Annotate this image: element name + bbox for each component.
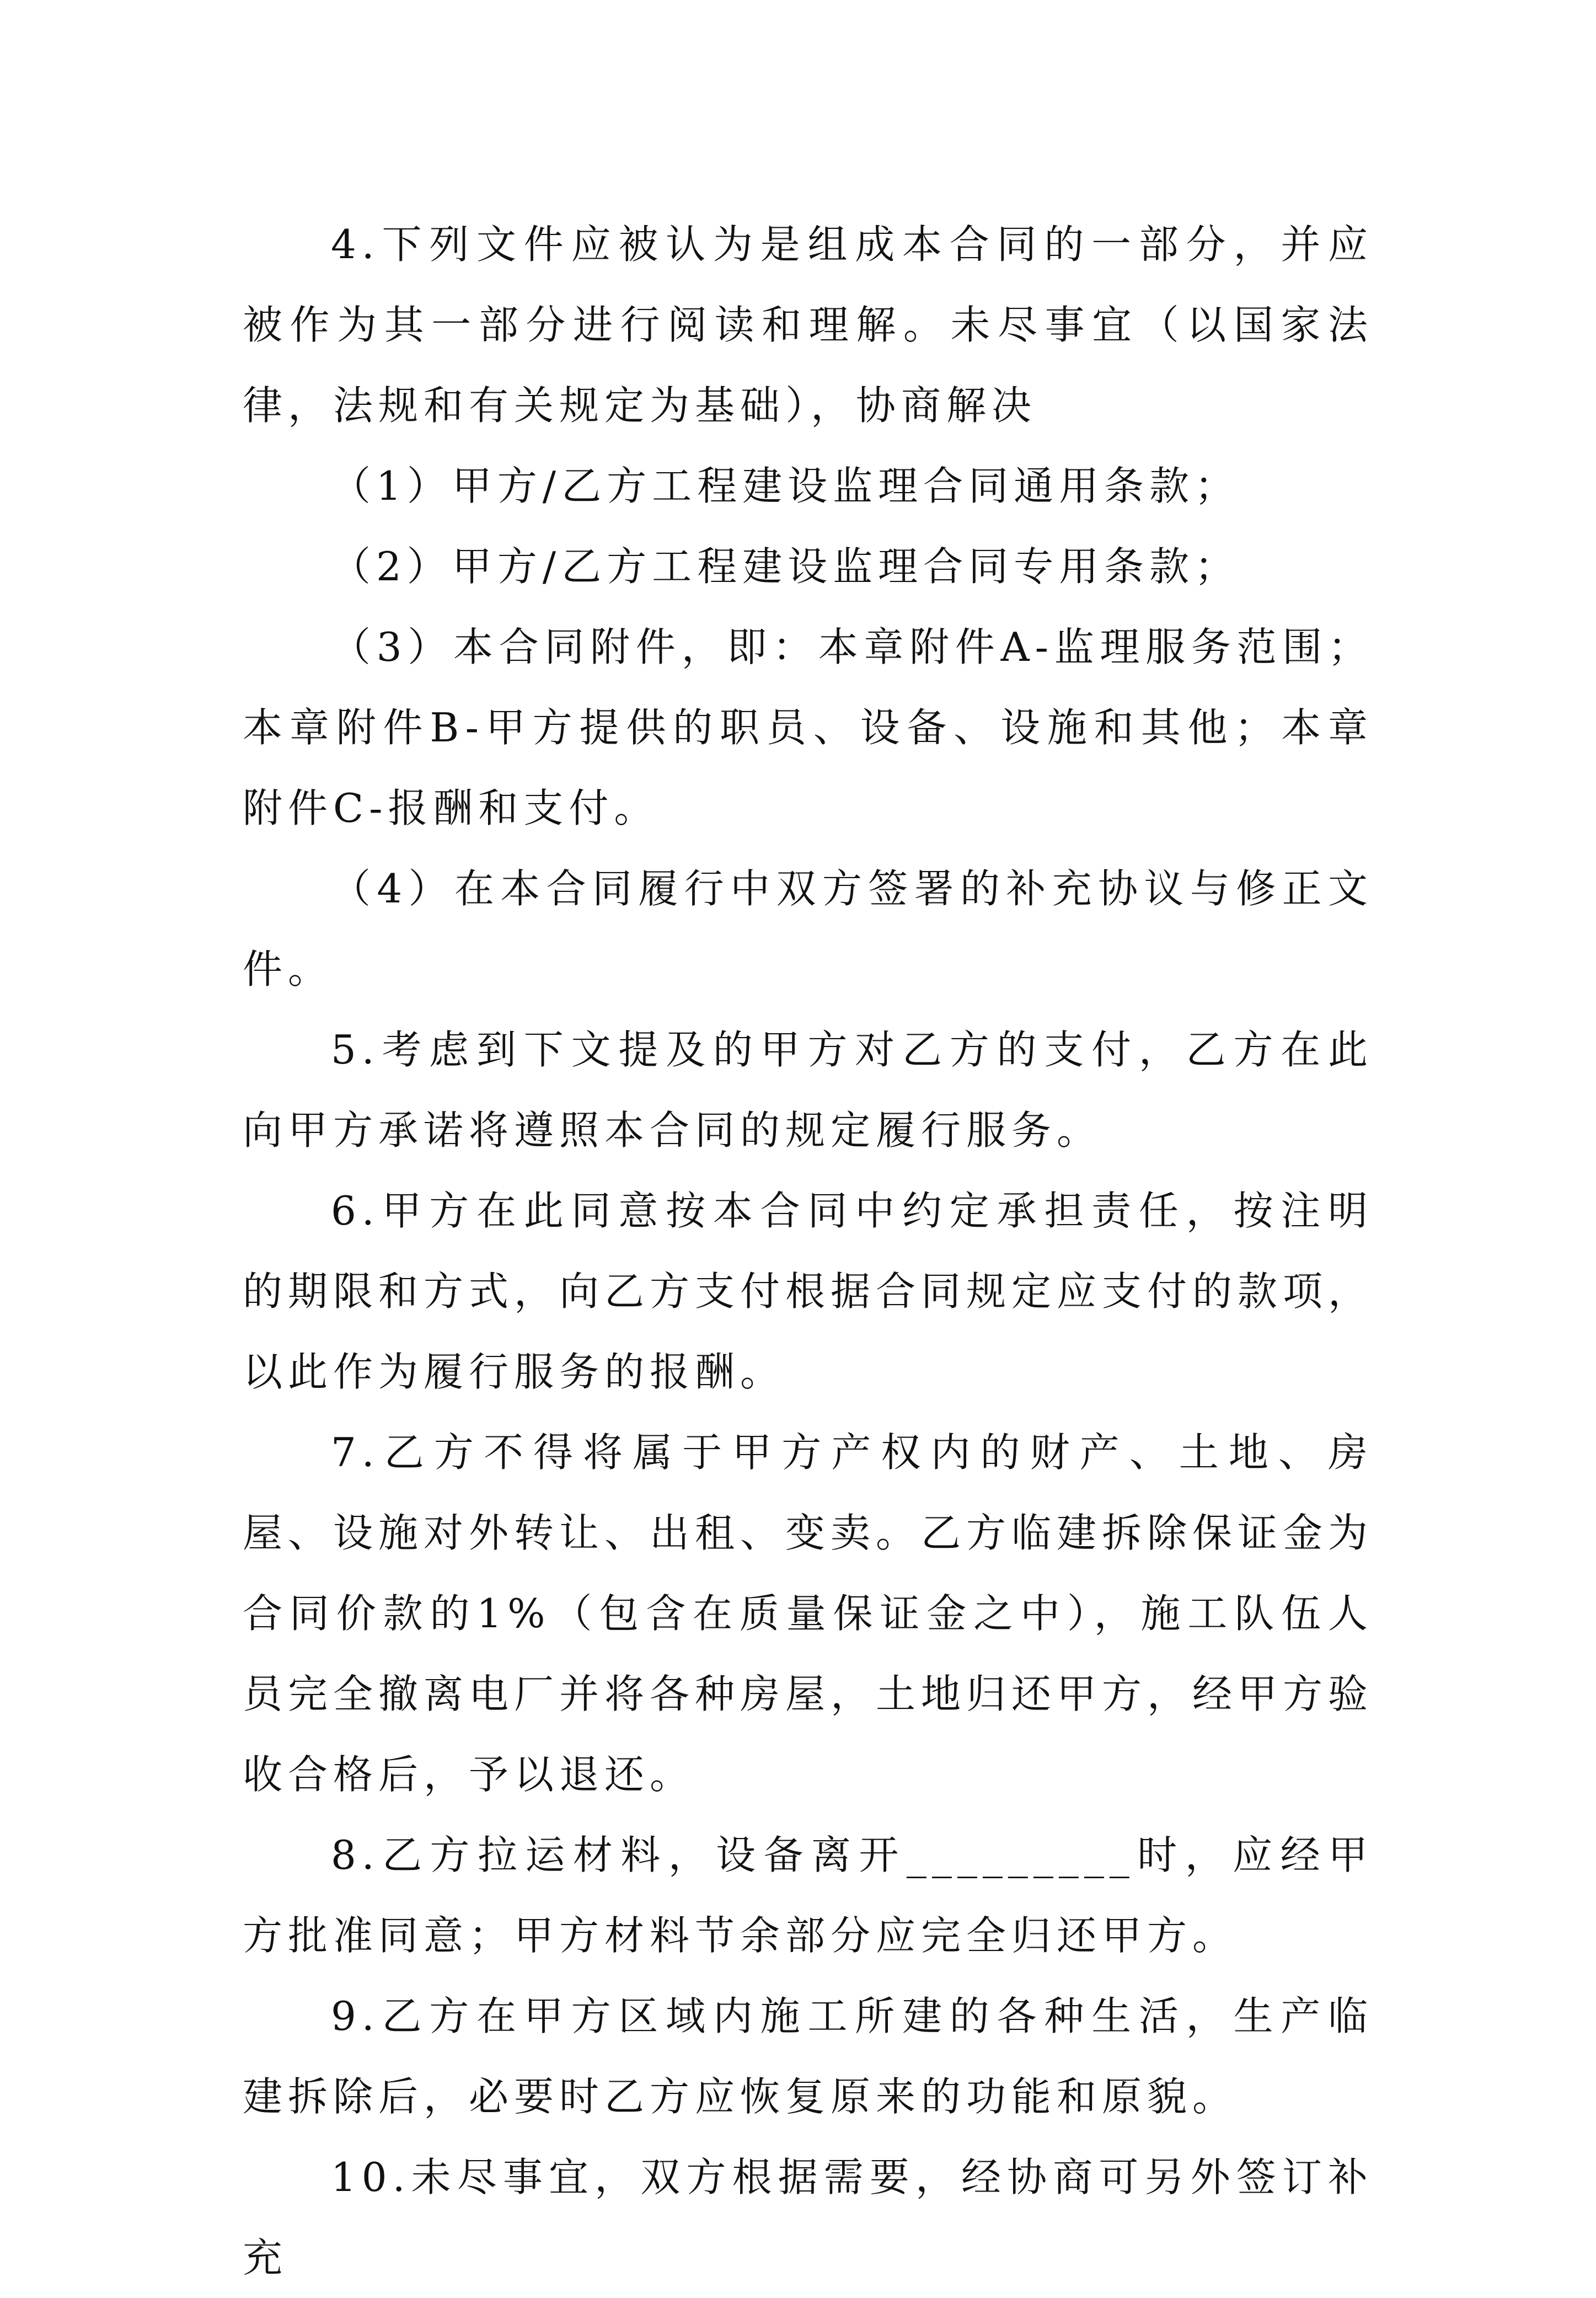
clause-6: 6.甲方在此同意按本合同中约定承担责任，按注明的期限和方式，向乙方支付根据合同规定应支付的款项，以此作为履行服务的报酬。 xyxy=(243,1188,1374,1395)
clause-4-item-2: （2）甲方/乙方工程建设监理合同专用条款； xyxy=(331,543,1240,590)
clause-4: 4.下列文件应被认为是组成本合同的一部分，并应被作为其一部分进行阅读和理解。未尽事宜（以国家法律，法规和有关规定为基础），协商解决 xyxy=(243,221,1373,429)
clause-7: 7.乙方不得将属于甲方产权内的财产、土地、房屋、设施对外转让、出租、变卖。乙方临建拆除保证金为合同价款的1%（包含在质量保证金之中），施工队伍人员完全撤离电厂并将各种房屋，土地归还甲方，经甲方验收合格后，予以退还。 xyxy=(243,1429,1374,1798)
document-body xyxy=(243,204,1373,2298)
clause-8: 8.乙方拉运材料，设备离开_________时，应经甲方批准同意；甲方材料节余部分应完全归还甲方。 xyxy=(243,1832,1373,1959)
clause-10: 10.未尽事宜，双方根据需要，经协商可另外签订补充 xyxy=(243,2154,1373,2281)
clause-5: 5.考虑到下文提及的甲方对乙方的支付，乙方在此向甲方承诺将遵照本合同的规定履行服务。 xyxy=(243,1027,1373,1153)
clause-4-item-1: （1）甲方/乙方工程建设监理合同通用条款； xyxy=(331,463,1240,509)
clause-9: 9.乙方在甲方区域内施工所建的各种生活，生产临建拆除后，必要时乙方应恢复原来的功能和原貌。 xyxy=(243,1993,1373,2120)
clause-4-item-4: （4）在本合同履行中双方签署的补充协议与修正文件。 xyxy=(243,865,1373,992)
clause-4-item-3: （3）本合同附件，即：本章附件A-监理服务范围；本章附件B-甲方提供的职员、设备、设施和其他；本章附件C-报酬和支付。 xyxy=(243,624,1373,831)
